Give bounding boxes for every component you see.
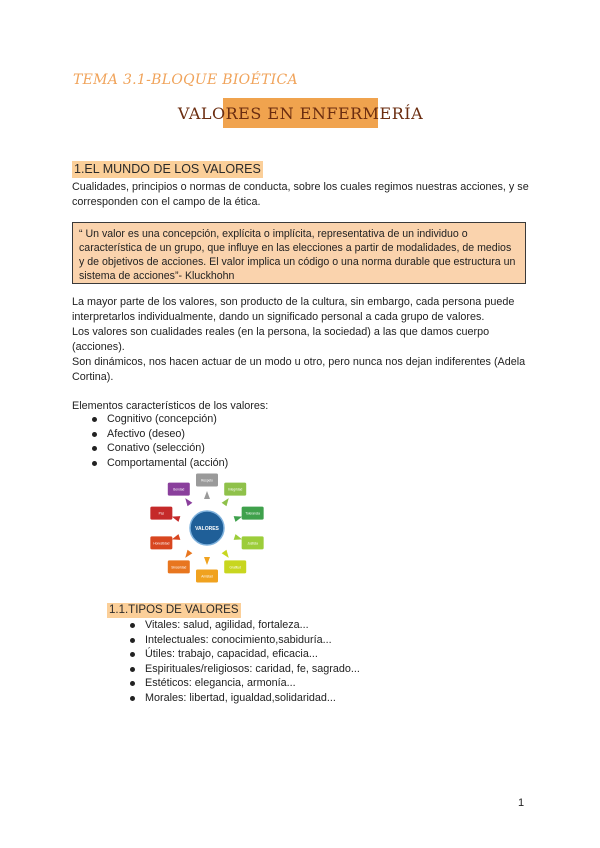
diagram-box-label: Respeto bbox=[201, 478, 213, 483]
diagram-arrow bbox=[172, 516, 181, 522]
list-item: Cognitivo (concepción) bbox=[89, 412, 228, 427]
elements-intro: Elementos característicos de los valores: bbox=[72, 400, 269, 412]
diagram-arrow bbox=[222, 550, 229, 558]
diagram-box bbox=[196, 474, 218, 487]
diagram-arrow bbox=[204, 557, 210, 565]
section-heading-mundo-valores: 1.EL MUNDO DE LOS VALORES bbox=[74, 162, 261, 176]
list-item: Intelectuales: conocimiento,sabiduría... bbox=[127, 633, 360, 648]
list-item: Útiles: trabajo, capacidad, eficacia... bbox=[127, 647, 360, 662]
diagram-box-label: Bondad bbox=[173, 487, 185, 492]
bullet-icon bbox=[130, 667, 135, 672]
bullet-icon bbox=[92, 432, 97, 437]
list-item: Morales: libertad, igualdad,solidaridad... bbox=[127, 691, 360, 706]
diagram-box-label: Gratitud bbox=[229, 565, 241, 570]
kluckhohn-quote-box: “ Un valor es una concepción, explícita o implícita, representativa de un individuo o característica de un grupo, que influye en las elecciones a partir de modalidades, de medios y de objetivos de acciones. El valor implica un código o una norma durable que estructura un sistema de acciones”- Kluckhohn bbox=[72, 222, 526, 284]
tema-subtitle: TEMA 3.1-BLOQUE BIOÉTICA bbox=[73, 72, 298, 88]
diagram-box bbox=[150, 507, 172, 520]
reales-paragraph: Los valores son cualidades reales (en la persona, la sociedad) a las que damos cuerpo (acciones). bbox=[72, 326, 490, 353]
diagram-arrow bbox=[222, 498, 229, 506]
diagram-box-label: Integridad bbox=[228, 487, 243, 492]
diagram-box-label: Justicia bbox=[247, 541, 258, 546]
diagram-box bbox=[242, 536, 264, 549]
bullet-icon bbox=[130, 623, 135, 628]
diagram-arrow bbox=[172, 534, 181, 540]
list-item: Espirituales/religiosos: caridad, fe, sagrado... bbox=[127, 662, 360, 677]
list-item: Estéticos: elegancia, armonía... bbox=[127, 676, 360, 691]
diagram-arrow bbox=[234, 534, 243, 540]
diagram-box bbox=[150, 536, 172, 549]
list-item: Conativo (selección) bbox=[89, 441, 228, 456]
page-number: 1 bbox=[518, 797, 525, 809]
diagram-box-label: Amistad bbox=[201, 574, 213, 579]
tipos-valores-list bbox=[127, 618, 360, 706]
diagram-box bbox=[196, 570, 218, 583]
diagram-box bbox=[168, 560, 190, 573]
diagram-box bbox=[224, 560, 246, 573]
diagram-box-label: Sinceridad bbox=[171, 565, 187, 570]
valores-diagram bbox=[140, 470, 274, 588]
bullet-icon bbox=[130, 638, 135, 643]
page-title: VALORES EN ENFERMERÍA bbox=[223, 98, 378, 128]
list-item: Afectivo (deseo) bbox=[89, 427, 228, 442]
list-item: Vitales: salud, agilidad, fortaleza... bbox=[127, 618, 360, 633]
diagram-box bbox=[242, 507, 264, 520]
list-item: Comportamental (acción) bbox=[89, 456, 228, 471]
elements-list bbox=[89, 412, 228, 470]
diagram-arrow bbox=[185, 550, 192, 558]
diagram-box bbox=[168, 483, 190, 496]
culture-paragraph: La mayor parte de los valores, son producto de la cultura, sin embargo, cada persona puede interpretarlos individualmente, dando un significado personal a cada grupo de valores. bbox=[72, 296, 515, 323]
diagram-box-label: Tolerancia bbox=[245, 511, 260, 516]
diagram-arrow bbox=[204, 491, 210, 499]
bullet-icon bbox=[130, 681, 135, 686]
bullet-icon bbox=[130, 696, 135, 701]
intro-paragraph: Cualidades, principios o normas de conducta, sobre los cuales regimos nuestras acciones, y se corresponden con el campo de la ética. bbox=[72, 181, 529, 208]
diagram-arrow bbox=[185, 498, 192, 506]
diagram-center-label: VALORES bbox=[195, 526, 219, 532]
bullet-icon bbox=[92, 461, 97, 466]
bullet-icon bbox=[92, 446, 97, 451]
diagram-box-label: Paz bbox=[158, 511, 165, 516]
bullet-icon bbox=[130, 652, 135, 657]
bullet-icon bbox=[92, 417, 97, 422]
diagram-arrow bbox=[234, 516, 243, 522]
dinamicos-paragraph: Son dinámicos, nos hacen actuar de un modo u otro, pero nunca nos dejan indiferentes (Adela Cortina). bbox=[72, 356, 526, 383]
diagram-box bbox=[224, 483, 246, 496]
section-heading-tipos-valores: 1.1.TIPOS DE VALORES bbox=[109, 604, 239, 616]
diagram-box-label: Honestidad bbox=[153, 541, 170, 546]
